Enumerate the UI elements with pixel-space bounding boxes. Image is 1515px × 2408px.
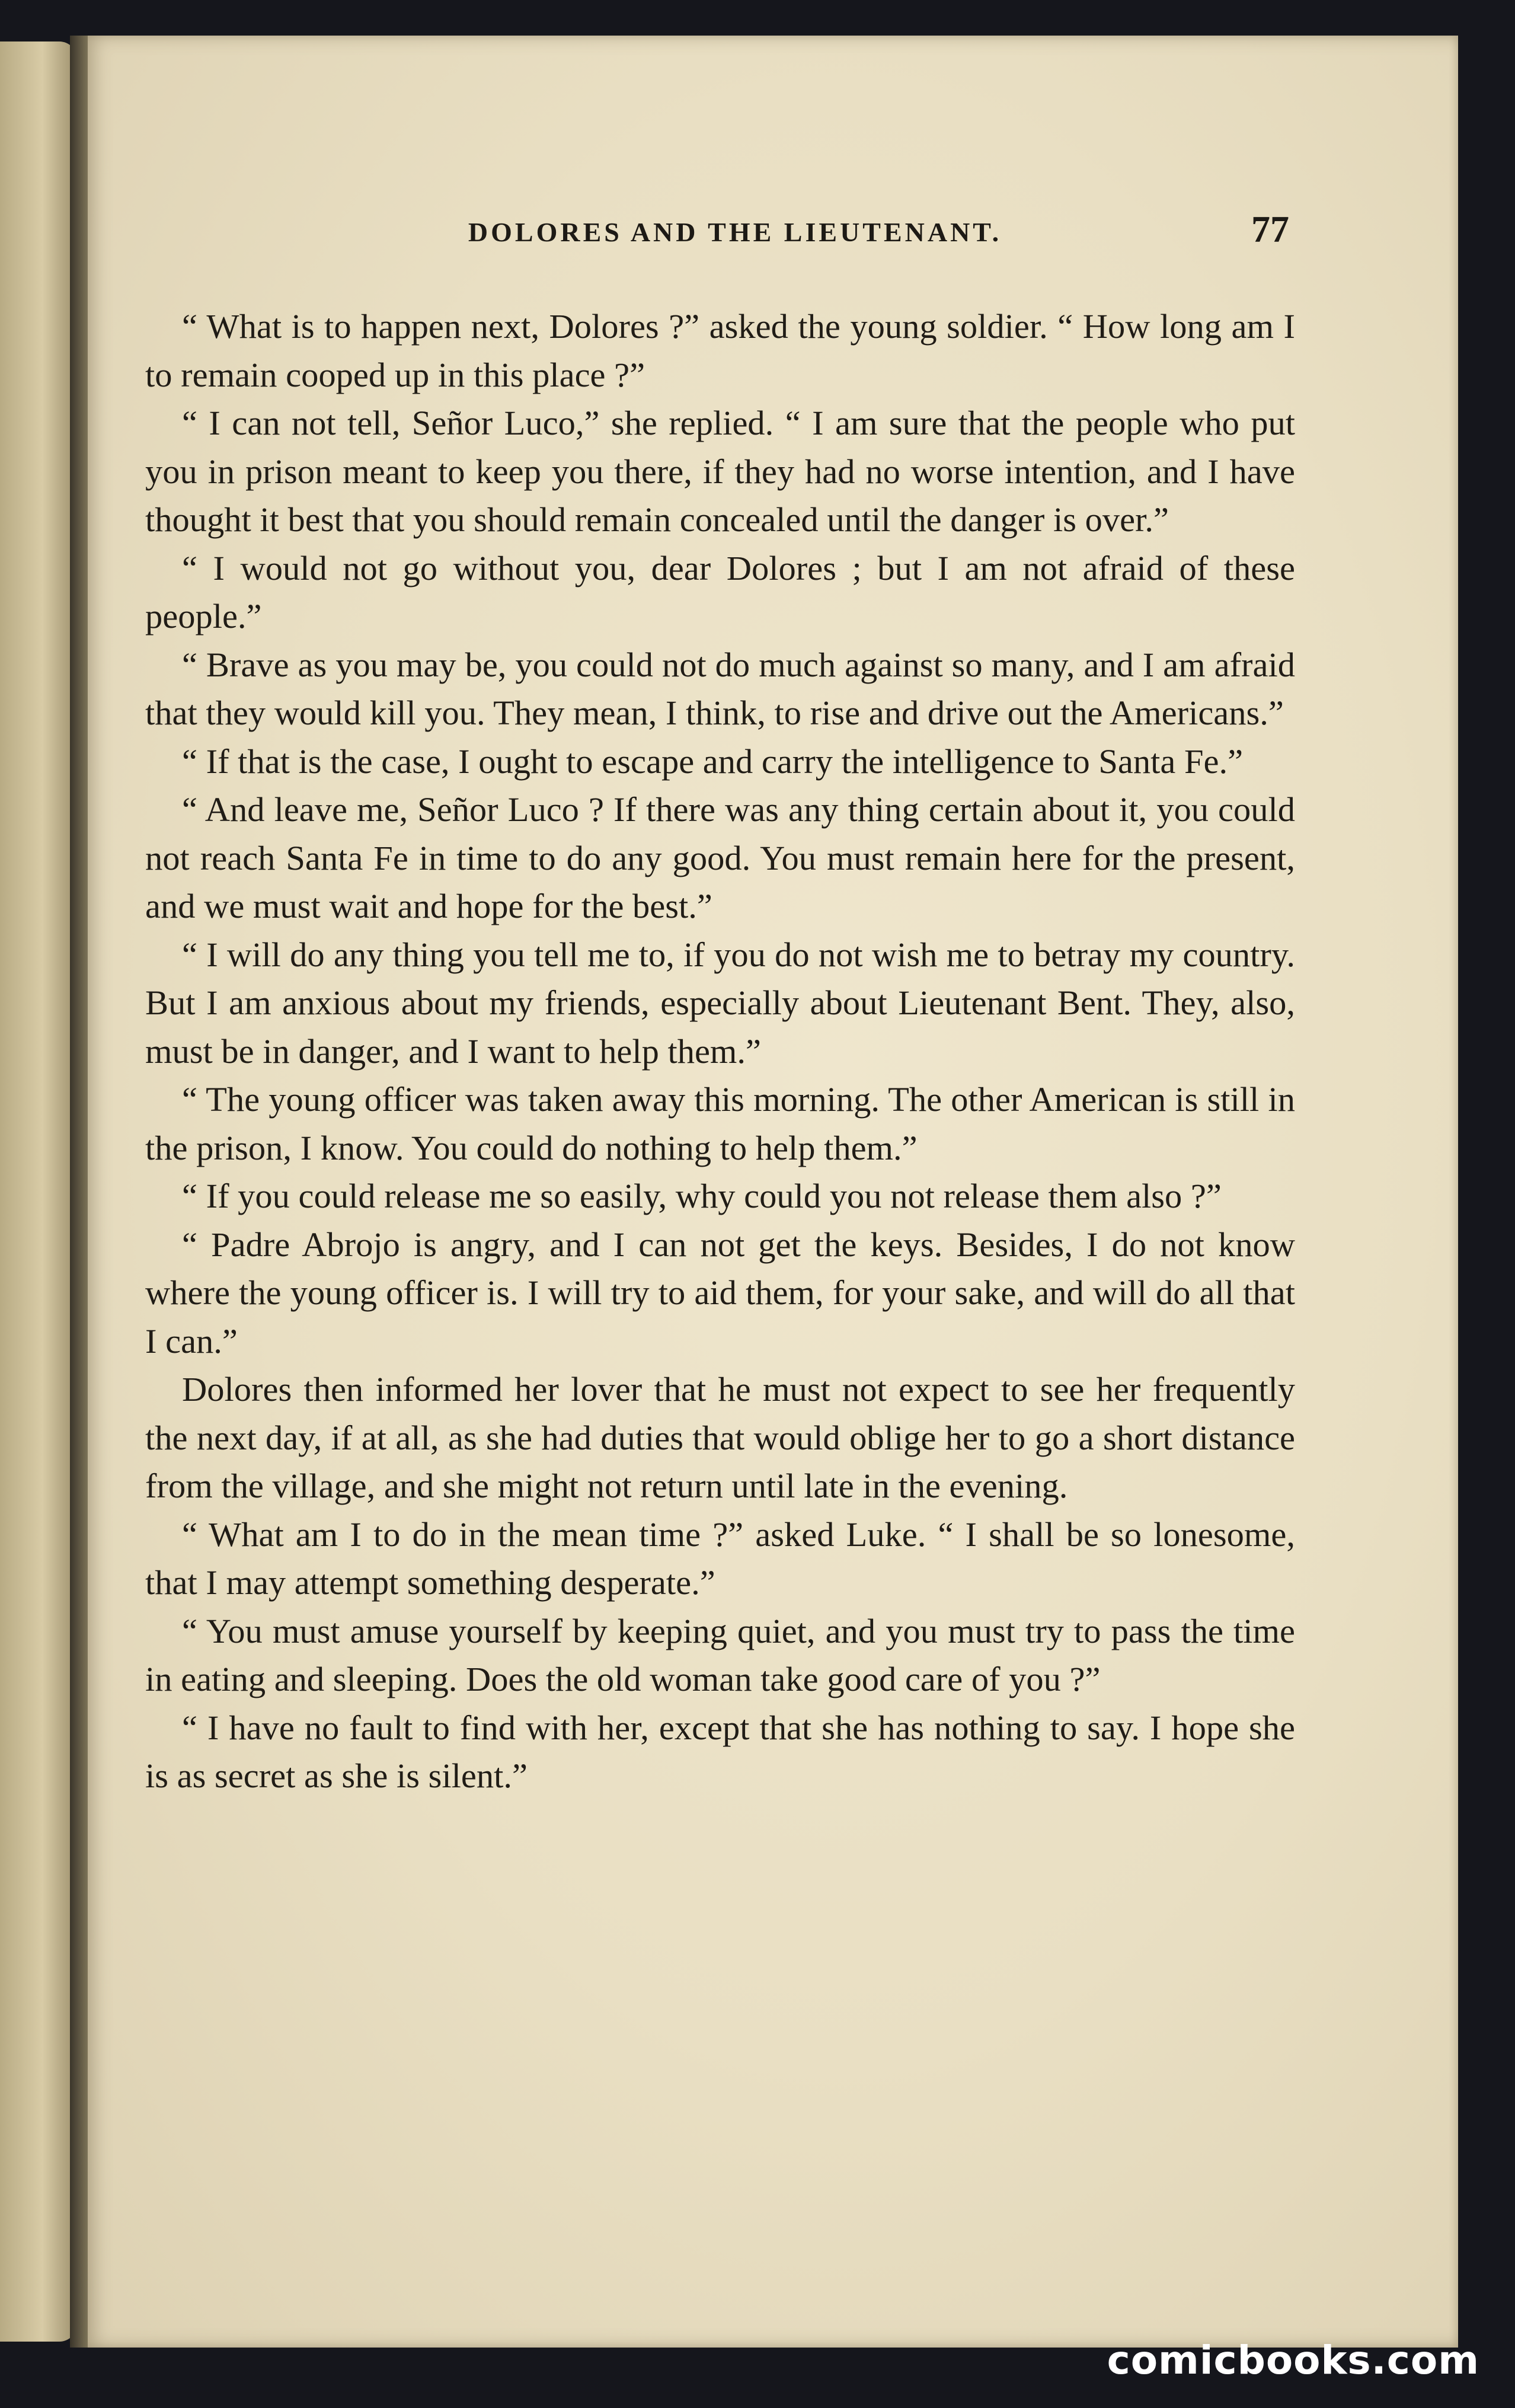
paragraph: “ Padre Abrojo is angry, and I can not get the keys. Besides, I do not know where the young officer is. I will try to aid them, for your sake, and will do all that I can.” bbox=[145, 1225, 1295, 1361]
paragraph: “ I can not tell, Señor Luco,” she replied. “ I am sure that the people who put you in prison meant to keep you there, if they had no worse intention, and I have thought it best that you should remain concealed until the danger is over.” bbox=[145, 404, 1295, 539]
page-number: 77 bbox=[1251, 208, 1289, 250]
paragraph: “ Brave as you may be, you could not do much against so many, and I am afraid that they would kill you. They mean, I think, to rise and drive out the Americans.” bbox=[145, 645, 1295, 732]
paragraph: Dolores then informed her lover that he must not expect to see her frequently the next day, if at all, as she had duties that would oblige her to go a short distance from the village, and she might not return until late in the evening. bbox=[145, 1370, 1295, 1505]
paragraph: “ If you could release me so easily, why could you not release them also ?” bbox=[182, 1177, 1222, 1215]
paragraph: “ What am I to do in the mean time ?” asked Luke. “ I shall be so lonesome, that I may attempt something desperate.” bbox=[145, 1515, 1295, 1602]
book-page bbox=[83, 36, 1458, 2348]
paragraph: “ I will do any thing you tell me to, if you do not wish me to betray my country. But I am anxious about my friends, especially about Lieutenant Bent. They, also, must be in danger, and I want to help them.” bbox=[145, 935, 1295, 1071]
paragraph: “ You must amuse yourself by keeping quiet, and you must try to pass the time in eating and sleeping. Does the old woman take good care of you ?” bbox=[145, 1611, 1295, 1698]
paragraph: “ I have no fault to find with her, except that she has nothing to say. I hope she is as secret as she is silent.” bbox=[145, 1708, 1295, 1795]
paragraph: “ The young officer was taken away this morning. The other American is still in the prison, I know. You could do nothing to help them.” bbox=[145, 1080, 1295, 1167]
paragraph: “ What is to happen next, Dolores ?” asked the young soldier. “ How long am I to remain cooped up in this place ?” bbox=[145, 307, 1295, 394]
paragraph: “ And leave me, Señor Luco ? If there was any thing certain about it, you could not reach Santa Fe in time to do any good. You must remain here for the present, and we must wait and hope for the best.” bbox=[145, 790, 1295, 925]
running-title: DOLORES AND THE LIEUTENANT. bbox=[468, 217, 1002, 247]
left-page-edge bbox=[0, 41, 77, 2342]
paragraph: “ If that is the case, I ought to escape and carry the intelligence to Santa Fe.” bbox=[182, 742, 1244, 781]
body-text bbox=[145, 302, 1295, 1800]
gutter-shadow bbox=[70, 36, 88, 2348]
paragraph: “ I would not go without you, dear Dolores ; but I am not afraid of these people.” bbox=[145, 548, 1295, 635]
watermark: comicbooks.com bbox=[1107, 2337, 1479, 2383]
